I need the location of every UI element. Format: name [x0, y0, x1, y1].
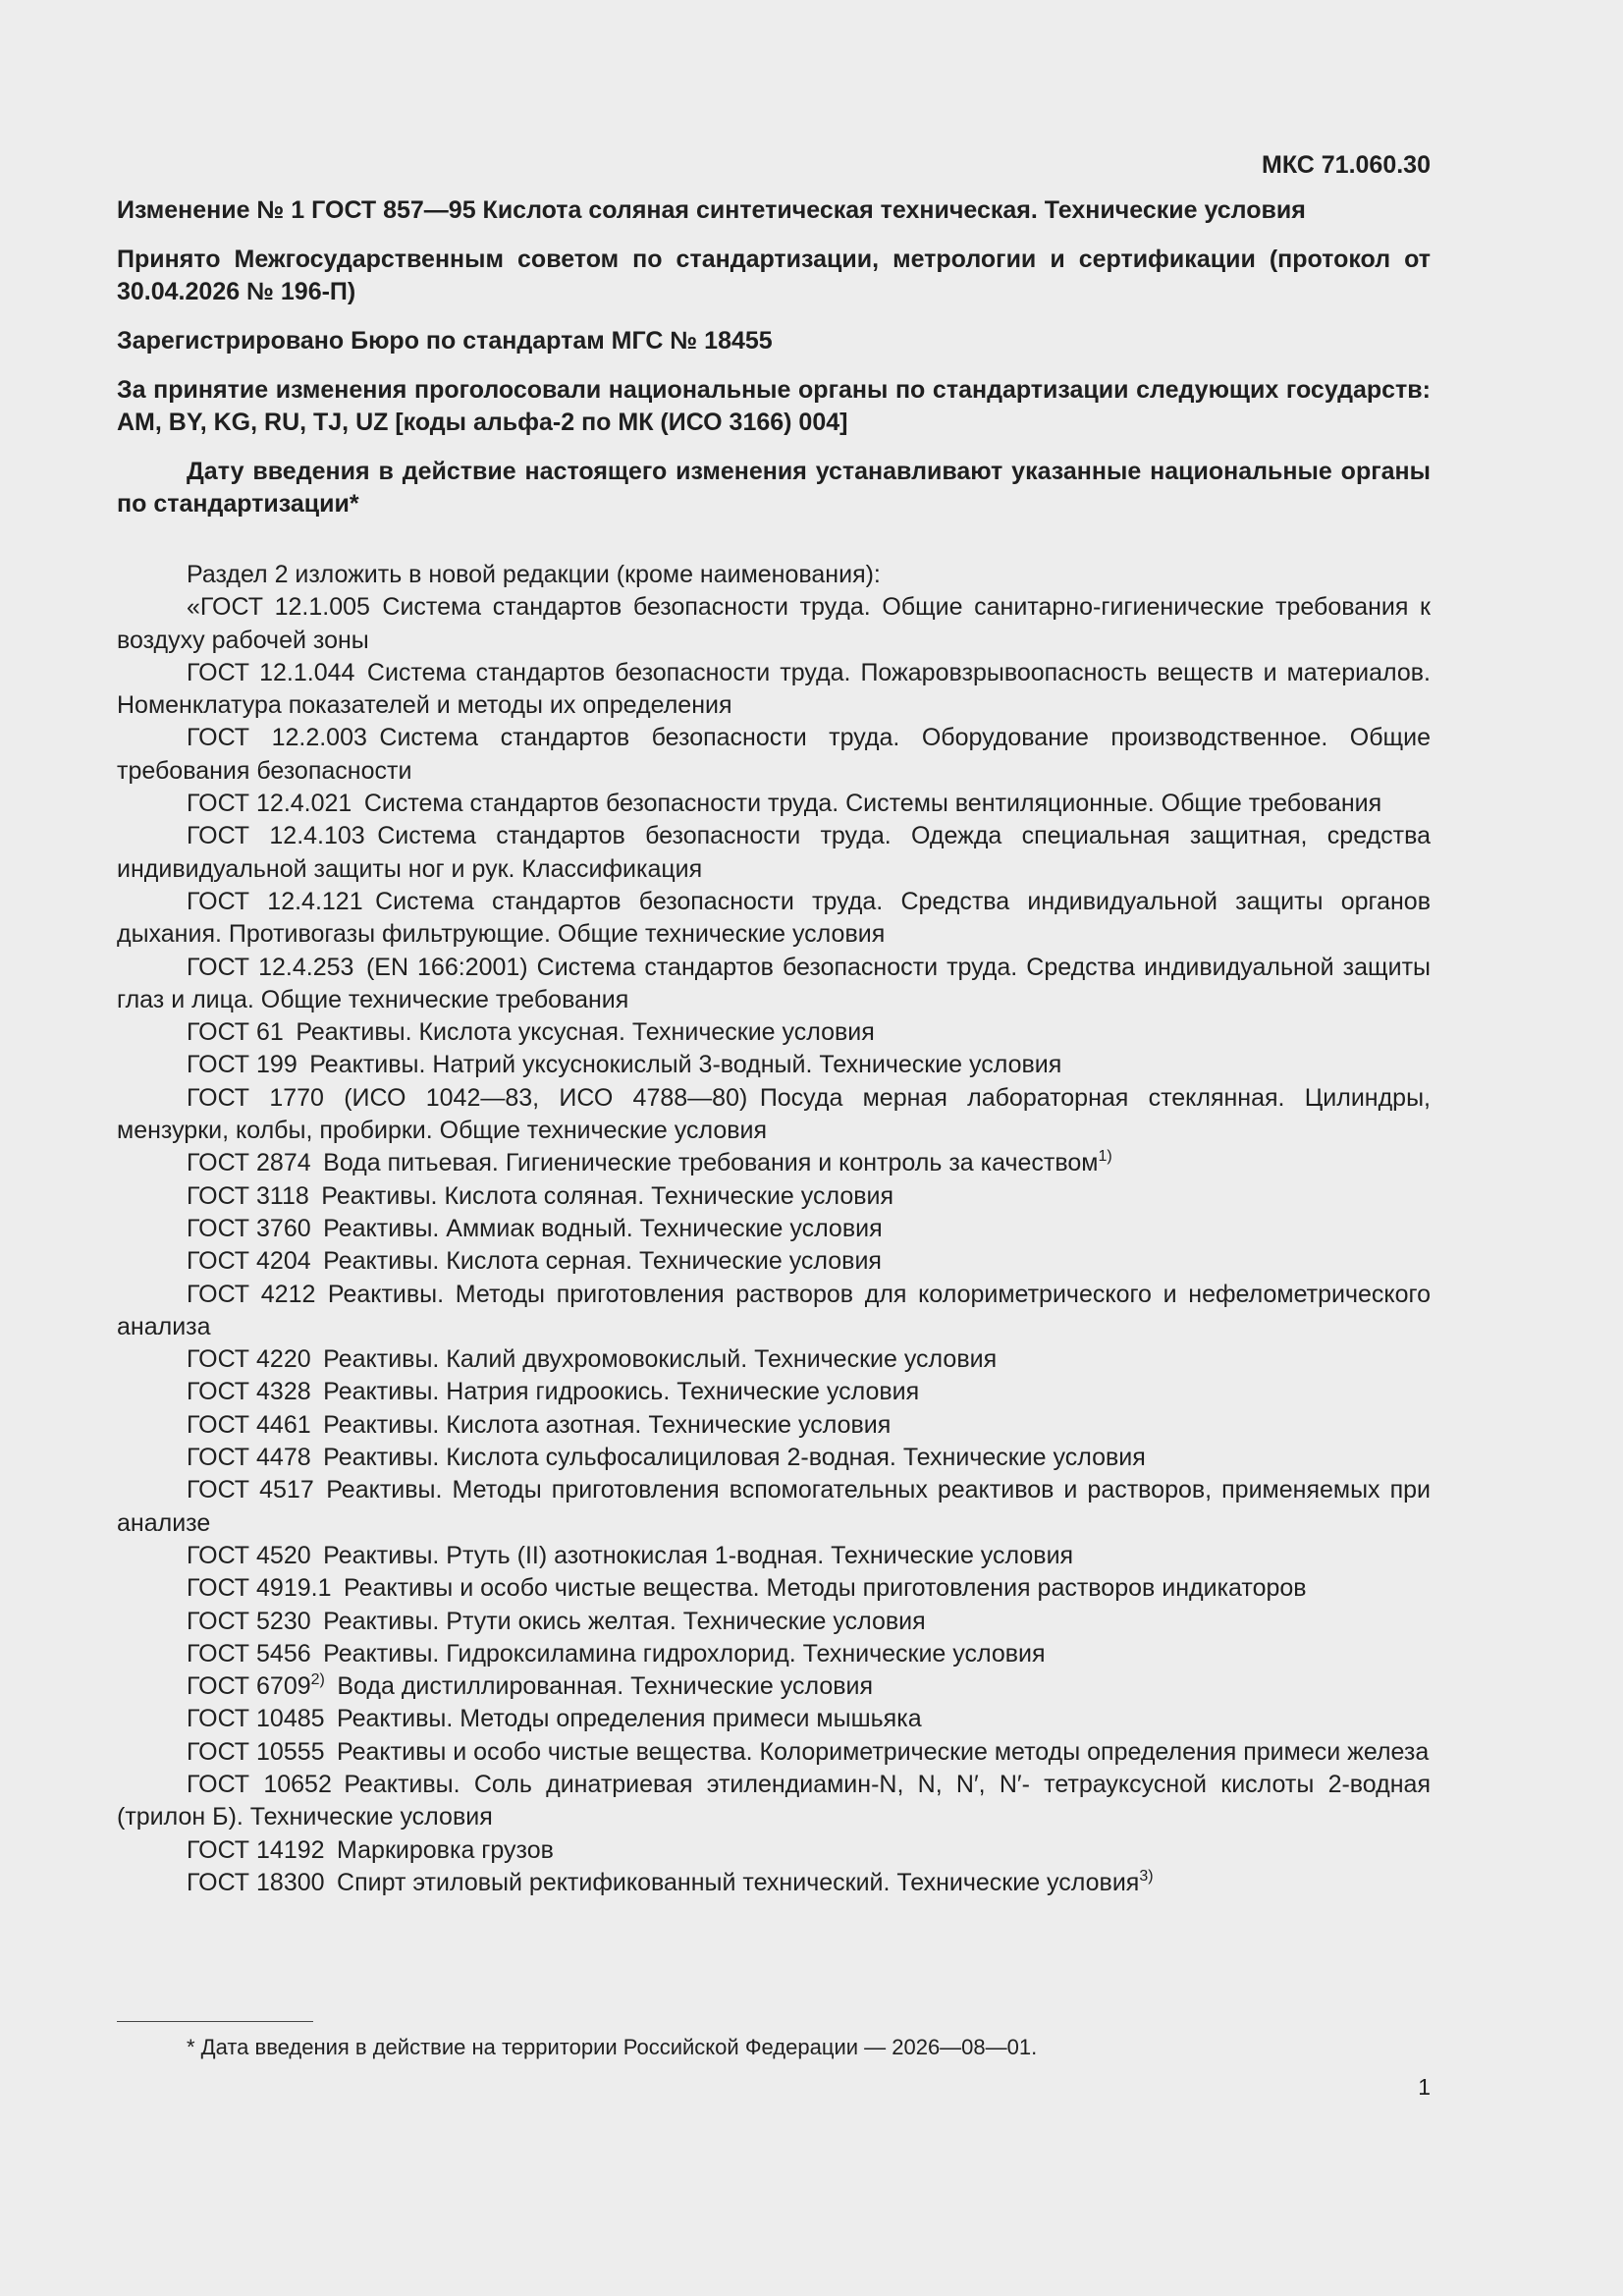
reference-item [117, 1245, 1431, 1278]
standard-code: ГОСТ 5230 [187, 1607, 311, 1635]
reference-item [117, 722, 1431, 788]
standard-title: Вода дистиллированная. Технические условия [337, 1672, 874, 1701]
registration-statement: Зарегистрировано Бюро по стандартам МГС № 18455 [117, 327, 773, 355]
standard-code: ГОСТ 12.4.103 [187, 822, 365, 850]
footnote-marker: 1) [1098, 1148, 1112, 1166]
standard-code: ГОСТ 10555 [187, 1737, 325, 1766]
footnote: * Дата введения в действие на территории Российской Федерации — 2026—08—01. [187, 2035, 1038, 2059]
standard-code: ГОСТ 12.1.044 [187, 658, 355, 686]
standard-code: ГОСТ 4461 [187, 1410, 311, 1439]
reference-item [117, 1180, 1431, 1213]
section-intro: Раздел 2 изложить в новой редакции (кроме наименования): [187, 561, 881, 588]
standard-title: Система стандартов безопасности труда. Одежда специальная защитная, средства индивидуальной защиты ног и рук. Классификация [117, 822, 1431, 883]
standard-title: Реактивы. Ртуть (II) азотнокислая 1-водная. Технические условия [323, 1541, 1074, 1569]
standard-title: Реактивы. Ртути окись желтая. Технические условия [323, 1607, 926, 1635]
standard-title: Система стандартов безопасности труда. Системы вентиляционные. Общие требования [363, 790, 1382, 818]
amendment-body [117, 559, 1431, 1899]
standard-code: ГОСТ 6709 [187, 1672, 311, 1701]
footnote-separator [117, 2021, 313, 2022]
reference-item [117, 788, 1431, 820]
standard-title: Маркировка грузов [337, 1835, 554, 1864]
standard-title: Система стандартов безопасности труда. Пожаровзрывоопасность веществ и материалов. Номенклатура показателей и методы их определения [117, 658, 1431, 720]
standard-title: (EN 166:2001) Система стандартов безопасности труда. Средства индивидуальной защиты глаз и лица. Общие технические требования [117, 953, 1431, 1013]
standard-title: Реактивы. Кислота азотная. Технические условия [323, 1410, 892, 1439]
standard-code: ГОСТ 4212 [187, 1280, 316, 1308]
standard-code: ГОСТ 12.4.253 [187, 953, 354, 981]
standard-title: Реактивы. Гидроксиламина гидрохлорид. Технические условия [323, 1639, 1046, 1667]
standard-code: ГОСТ 4204 [187, 1247, 311, 1276]
standard-title: Спирт этиловый ректификованный технический. Технические условия [337, 1868, 1140, 1896]
footnote-marker: 2) [310, 1671, 325, 1689]
standard-title: Система стандартов безопасности труда. Общие санитарно-гигиенические требования к воздуху рабочей зоны [117, 593, 1431, 654]
reference-item [117, 1867, 1431, 1899]
standard-title: Реактивы. Кислота серная. Технические условия [323, 1247, 882, 1276]
reference-item [117, 820, 1431, 886]
standard-code: ГОСТ 4520 [187, 1541, 311, 1569]
reference-item [117, 1670, 1431, 1703]
reference-item [117, 1279, 1431, 1344]
reference-item [117, 1016, 1431, 1049]
reference-item [117, 886, 1431, 952]
standard-title: Вода питьевая. Гигиенические требования и контроль за качеством [323, 1149, 1099, 1177]
reference-item [117, 1703, 1431, 1735]
mks-code: МКС 71.060.30 [1262, 151, 1431, 179]
standard-code: ГОСТ 2874 [187, 1149, 311, 1177]
reference-item [117, 657, 1431, 723]
standard-title: Система стандартов безопасности труда. Средства индивидуальной защиты органов дыхания. Противогазы фильтрующие. Общие технические условия [117, 887, 1431, 949]
standard-code: ГОСТ 12.4.021 [187, 790, 352, 818]
standard-code: ГОСТ 10485 [187, 1705, 325, 1733]
standard-code: ГОСТ 5456 [187, 1639, 311, 1667]
standard-title: Реактивы. Кислота соляная. Технические условия [321, 1181, 894, 1210]
standard-code: ГОСТ 61 [187, 1018, 284, 1047]
reference-item [117, 1638, 1431, 1670]
standard-title: Реактивы и особо чистые вещества. Методы приготовления растворов индикаторов [344, 1574, 1307, 1603]
standard-title: Реактивы. Методы приготовления растворов для колориметрического и нефелометрического анализа [117, 1280, 1431, 1340]
standard-title: Посуда мерная лабораторная стеклянная. Цилиндры, мензурки, колбы, пробирки. Общие технические условия [117, 1083, 1431, 1145]
standard-code: ГОСТ 199 [187, 1051, 298, 1079]
page-content [117, 147, 1431, 1899]
reference-item [117, 1213, 1431, 1245]
standard-title: Реактивы. Кислота сульфосалициловая 2-водная. Технические условия [323, 1444, 1146, 1472]
standard-title: Реактивы. Методы определения примеси мышьяка [337, 1705, 922, 1733]
amendment-title: Изменение № 1 ГОСТ 857—95 Кислота соляная синтетическая техническая. Технические условия [117, 196, 1306, 224]
reference-item [117, 1606, 1431, 1638]
standard-code: ГОСТ 18300 [187, 1868, 325, 1896]
standard-title: Реактивы. Калий двухромовокислый. Технические условия [323, 1345, 998, 1374]
standard-code: ГОСТ 4478 [187, 1444, 311, 1472]
standard-code: ГОСТ 3118 [187, 1181, 309, 1210]
standard-code: ГОСТ 4919.1 [187, 1574, 332, 1603]
voting-statement: За принятие изменения проголосовали национальные органы по стандартизации следующих государств: AM, BY, KG, RU, TJ, UZ [коды альфа-2 по МК (ИСО 3166) 004] [117, 376, 1431, 436]
standard-code: ГОСТ 14192 [187, 1835, 325, 1864]
standard-code: ГОСТ 4220 [187, 1345, 311, 1374]
reference-list [117, 591, 1431, 1899]
effective-date-statement: Дату введения в действие настоящего изменения устанавливают указанные национальные органы по стандартизации* [117, 458, 1431, 518]
standard-title: Система стандартов безопасности труда. Оборудование производственное. Общие требования безопасности [117, 724, 1431, 785]
reference-item [117, 1442, 1431, 1474]
footnote-marker: 3) [1139, 1867, 1154, 1885]
standard-title: Реактивы. Натрия гидроокись. Технические условия [323, 1378, 920, 1406]
reference-item [117, 1540, 1431, 1572]
adopted-statement: Принято Межгосударственным советом по стандартизации, метрологии и сертификации (протокол от 30.04.2026 № 196-П) [117, 246, 1431, 305]
reference-item [117, 1769, 1431, 1834]
reference-item [117, 1376, 1431, 1408]
standard-title: Реактивы. Кислота уксусная. Технические условия [296, 1018, 875, 1047]
reference-item [117, 1736, 1431, 1769]
standard-code: ГОСТ 3760 [187, 1214, 311, 1242]
reference-item [117, 952, 1431, 1017]
reference-item [117, 1343, 1431, 1376]
standard-title: Реактивы. Аммиак водный. Технические условия [323, 1214, 883, 1242]
standard-code: ГОСТ 1770 (ИСО 1042—83, ИСО 4788—80) [187, 1083, 748, 1112]
reference-item [117, 591, 1431, 657]
reference-item [117, 1474, 1431, 1540]
standard-title: Реактивы. Методы приготовления вспомогательных реактивов и растворов, применяемых при анализе [117, 1476, 1431, 1537]
standard-code: ГОСТ 12.4.121 [187, 887, 363, 915]
standard-title: Реактивы. Соль динатриевая этилендиамин-N, N, N′, N′- тетрауксусной кислоты 2-водная (трилон Б). Технические условия [117, 1770, 1431, 1831]
reference-item [117, 1147, 1431, 1179]
standard-title: Реактивы и особо чистые вещества. Колориметрические методы определения примеси железа [337, 1737, 1430, 1766]
standard-code: «ГОСТ 12.1.005 [187, 593, 370, 622]
reference-item [117, 1409, 1431, 1442]
reference-item [117, 1572, 1431, 1605]
standard-code: ГОСТ 4517 [187, 1476, 314, 1504]
reference-item [117, 1082, 1431, 1148]
reference-item [117, 1834, 1431, 1867]
page-number: 1 [1418, 2074, 1431, 2100]
standard-title: Реактивы. Натрий уксуснокислый 3-водный. Технические условия [309, 1051, 1062, 1079]
standard-code: ГОСТ 12.2.003 [187, 724, 367, 752]
reference-item [117, 1049, 1431, 1081]
standard-code: ГОСТ 10652 [187, 1770, 332, 1798]
standard-code: ГОСТ 4328 [187, 1378, 311, 1406]
